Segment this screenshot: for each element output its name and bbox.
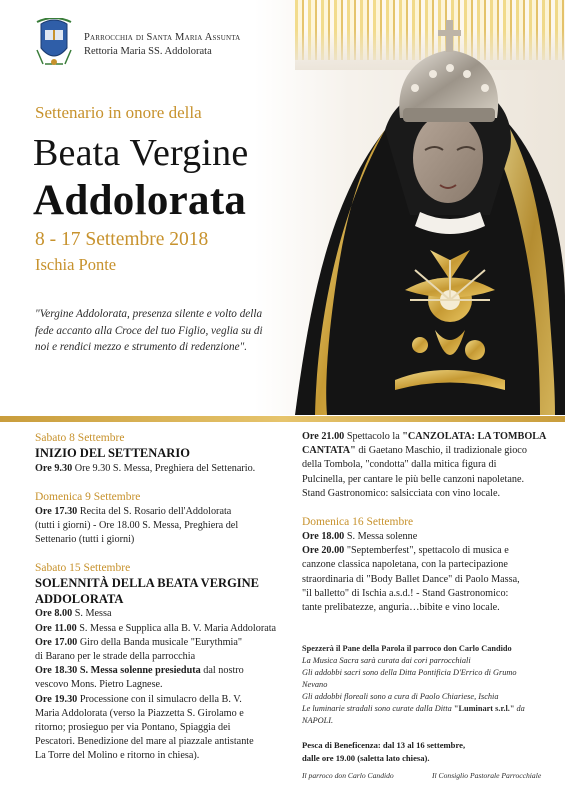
event-dates: 8 - 17 Settembre 2018 <box>35 229 209 250</box>
charity-fishing-notice <box>302 739 552 764</box>
program-line: Maria Addolorata (verso la Piazzetta S. Girolamo e <box>35 707 244 719</box>
program-line: "il balletto" di Ischia a.s.d.! - Stand Gastronomico: <box>302 587 509 599</box>
program-line: di Barano per le strade della parrocchia <box>35 650 196 662</box>
program-line: (tutti i giorni) - Ore 18.00 S. Messa, Preghiera del <box>35 519 239 531</box>
signature-consiglio: Il Consiglio Pastorale Parrocchiale <box>432 771 542 780</box>
note-line: NAPOLI. <box>302 716 334 726</box>
charity-line: Pesca di Beneficenza: dal 13 al 16 settembre, <box>302 740 466 751</box>
program-line: Ore 17.00 Giro della Banda musicale "Eurythmia" <box>35 636 243 648</box>
parish-coat-of-arms-icon <box>35 18 73 70</box>
poster-title-line2: Addolorata <box>33 177 247 224</box>
day-heading-sabato-15: Sabato 15 Settembre <box>35 562 131 575</box>
program-line: Ore 11.00 S. Messa e Supplica alla B. V. Maria Addolorata <box>35 622 277 634</box>
program-line: Ore 9.30 Ore 9.30 S. Messa, Preghiera del Settenario. <box>35 462 256 474</box>
note-line: Gli addobbi sacri sono della Ditta Pontificia D'Errico di Grumo <box>302 668 517 678</box>
day-heading-domenica-16: Domenica 16 Settembre <box>302 516 414 529</box>
parish-line: Parrocchia di Santa Maria Assunta <box>84 32 241 43</box>
program-line: della Tombola, "condotta" dalla mitica figura di <box>302 459 497 471</box>
program-line: ritorno; prosieguo per via Pontano, Spiaggia dei <box>35 721 231 733</box>
section-title-inizio: INIZIO DEL SETTENARIO <box>35 446 190 460</box>
prayer-quote: "Vergine Addolorata, presenza silente e volto della fede accanto alla Croce del tuo Figlio, veglia su di noi e rendici mezzo e strumento di redenzione". <box>35 308 263 353</box>
program-line: Ore 21.00 Spettacolo la "CANZOLATA: LA TOMBOLA <box>302 431 547 442</box>
program-line: Settenario (tutti i giorni) <box>35 534 135 546</box>
poster-subtitle: Settenario in onore della <box>35 103 202 122</box>
event-place: Ischia Ponte <box>35 255 117 274</box>
note-line: Nevano <box>302 680 328 690</box>
program-line: canzone classica napoletana, con la partecipazione <box>302 559 508 571</box>
program-line: Ore 18.30 S. Messa solenne presieduta dal nostro <box>35 665 244 677</box>
section-title-solennita: SOLENNITÀ DELLA BEATA VERGINE <box>35 576 260 591</box>
program-line: straordinaria di "Body Ballet Dance" di Paolo Massa, <box>302 573 520 585</box>
program-line: CANTATA" di Gaetano Maschio, il tradizionale gioco <box>302 445 527 457</box>
program-line: tante prelibatezze, anguria…bibite e vino locale. <box>302 602 500 614</box>
program-left-column <box>35 430 290 764</box>
credits-notes <box>302 643 552 727</box>
program-line: Ore 8.00 S. Messa <box>35 608 112 620</box>
note-line: La Musica Sacra sarà curata dai cori parrocchiali <box>302 656 471 666</box>
day-heading-sabato-8: Sabato 8 Settembre <box>35 432 125 444</box>
section-title-addolorata: ADDOLORATA <box>35 591 124 606</box>
note-celebrant: Spezzerà il Pane della Parola il parroco don Carlo Candido <box>302 644 512 654</box>
program-line: Pulcinella, per cantare le più belle canzoni napoletane. <box>302 473 525 485</box>
program-line: Ore 18.00 S. Messa solenne <box>302 531 418 543</box>
parish-name <box>84 31 240 59</box>
charity-line: dalle ore 19.00 (saletta lato chiesa). <box>302 752 430 763</box>
rectory-line: Rettoria Maria SS. Addolorata <box>84 46 212 57</box>
program-line: Stand Gastronomico: salsicciata con vino locale. <box>302 487 501 499</box>
note-line: Le luminarie stradali sono curate dalla Ditta "Luminart s.r.l." da <box>302 704 525 714</box>
poster-title-line1: Beata Vergine <box>33 132 249 174</box>
signature-parroco: Il parroco don Carlo Candido <box>302 771 394 780</box>
program-line: vescovo Mons. Pietro Lagnese. <box>35 679 163 691</box>
note-line: Gli addobbi floreali sono a cura di Paolo Chiariese, Ischia <box>302 692 499 702</box>
program-right-column <box>302 430 552 764</box>
program-line: Pescatori. Benedizione del mare al piazzale antistante <box>35 736 254 748</box>
program-line: Ore 19.30 Processione con il simulacro della B. V. <box>35 693 242 705</box>
madonna-statue-image <box>235 0 565 415</box>
program-line: Ore 20.00 "Septemberfest", spettacolo di musica e <box>302 545 509 557</box>
program-line: La Torre del Molino e ritorno in chiesa). <box>35 750 200 762</box>
day-heading-domenica-9: Domenica 9 Settembre <box>35 490 141 503</box>
gold-divider <box>0 416 565 422</box>
program-line: Ore 17.30 Recita del S. Rosario dell'Addolorata <box>35 505 232 517</box>
